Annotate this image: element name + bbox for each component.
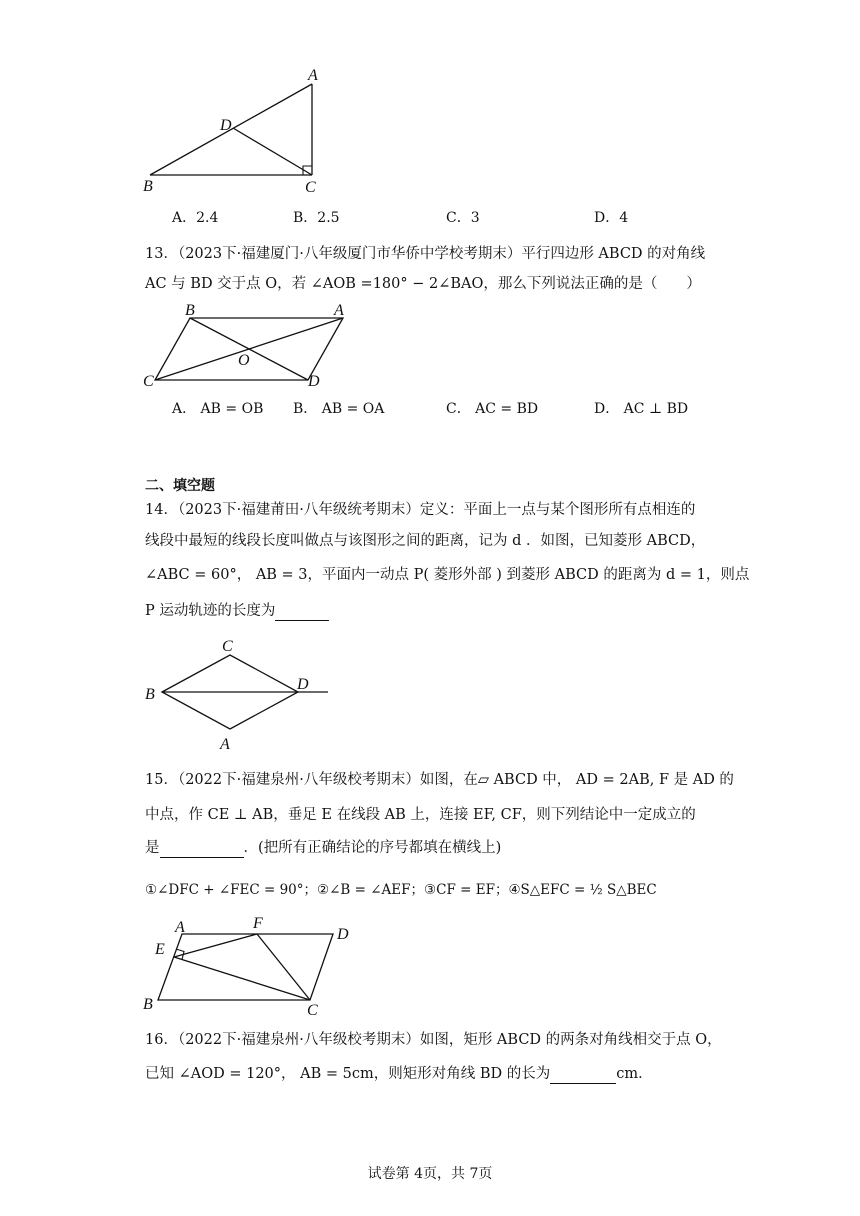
q12-option-b: B．2.5 [293, 210, 340, 226]
label-F: F [253, 915, 263, 932]
label-B: B [143, 178, 153, 195]
label-C: C [305, 179, 316, 196]
q14-text-line4 [145, 601, 329, 621]
q15-text-line2: 中点，作 CE ⊥ AB，垂足 E 在线段 AB 上，连接 EF, CF，则下列结论中一定成立的 [145, 807, 696, 823]
figure-q12-triangle [140, 62, 340, 197]
q12-option-d: D．4 [594, 210, 629, 226]
label-D: D [297, 676, 309, 693]
q15-text-line3 [145, 838, 501, 858]
answer-blank-q15[interactable] [160, 841, 244, 858]
q15-prompt: 是 [145, 840, 160, 856]
answer-blank-q16[interactable] [550, 1067, 616, 1084]
q13-option-c: C． AC = BD [446, 401, 539, 417]
q12-option-c: C．3 [446, 210, 480, 226]
figure-q13-parallelogram [140, 300, 360, 392]
label-C: C [307, 1002, 318, 1017]
q13-text-line2: AC 与 BD 交于点 O，若 ∠AOB =180° − 2∠BAO，那么下列说法正确的是（ ） [145, 276, 701, 292]
q13-text-line1: 13．（2023下·福建厦门·八年级厦门市华侨中学校考期末）平行四边形 ABCD 的对角线 [145, 246, 706, 262]
label-D: D [308, 373, 320, 390]
label-A: A [175, 919, 185, 936]
label-B: B [145, 686, 155, 703]
q15-instruction: ．(把所有正确结论的序号都填在横线上) [243, 840, 502, 856]
q15-statements: ①∠DFC + ∠FEC = 90°；②∠B = ∠AEF；③CF = EF；④S△EFC = ½ S△BEC [145, 882, 657, 898]
label-B: B [185, 302, 195, 319]
figure-q14-rhombus [140, 635, 340, 755]
q16-unit: cm． [616, 1066, 653, 1082]
q13-option-b: B． AB = OA [293, 401, 385, 417]
figure-q15-parallelogram [140, 912, 365, 1017]
page-footer: 试卷第 4页，共 7页 [367, 1166, 493, 1182]
section-heading: 二、填空题 [145, 478, 215, 494]
q12-option-a: A．2.4 [172, 210, 219, 226]
label-A: A [220, 736, 230, 753]
q14-prompt: P 运动轨迹的长度为 [145, 603, 276, 619]
label-E: E [155, 941, 165, 958]
q16-prompt: 已知 ∠AOD = 120°， AB = 5cm，则矩形对角线 BD 的长为 [145, 1066, 551, 1082]
q14-text-line1: 14．（2023下·福建莆田·八年级统考期末）定义：平面上一点与某个图形所有点相连的 [145, 502, 696, 518]
label-A: A [308, 67, 318, 84]
q15-text-line1: 15．（2022下·福建泉州·八年级校考期末）如图，在▱ ABCD 中， AD = 2AB, F 是 AD 的 [145, 772, 734, 788]
label-C: C [222, 638, 233, 655]
label-B: B [143, 996, 153, 1013]
label-C: C [143, 373, 154, 390]
label-D: D [337, 926, 349, 943]
q13-option-a: A． AB = OB [172, 401, 264, 417]
label-D: D [220, 117, 232, 134]
answer-blank-q14[interactable] [275, 604, 329, 621]
q16-text-line1: 16．（2022下·福建泉州·八年级校考期末）如图，矩形 ABCD 的两条对角线相交于点 O， [145, 1032, 722, 1048]
label-A: A [334, 302, 344, 319]
q16-text-line2 [145, 1064, 653, 1084]
label-O: O [238, 352, 250, 369]
q13-option-d: D． AC ⊥ BD [594, 401, 689, 417]
q14-text-line3: ∠ABC = 60°， AB = 3，平面内一动点 P( 菱形外部 ) 到菱形 ABCD 的距离为 d = 1，则点 [145, 567, 750, 583]
q14-text-line2: 线段中最短的线段长度叫做点与该图形之间的距离，记为 d ．如图，已知菱形 ABCD， [145, 533, 706, 549]
